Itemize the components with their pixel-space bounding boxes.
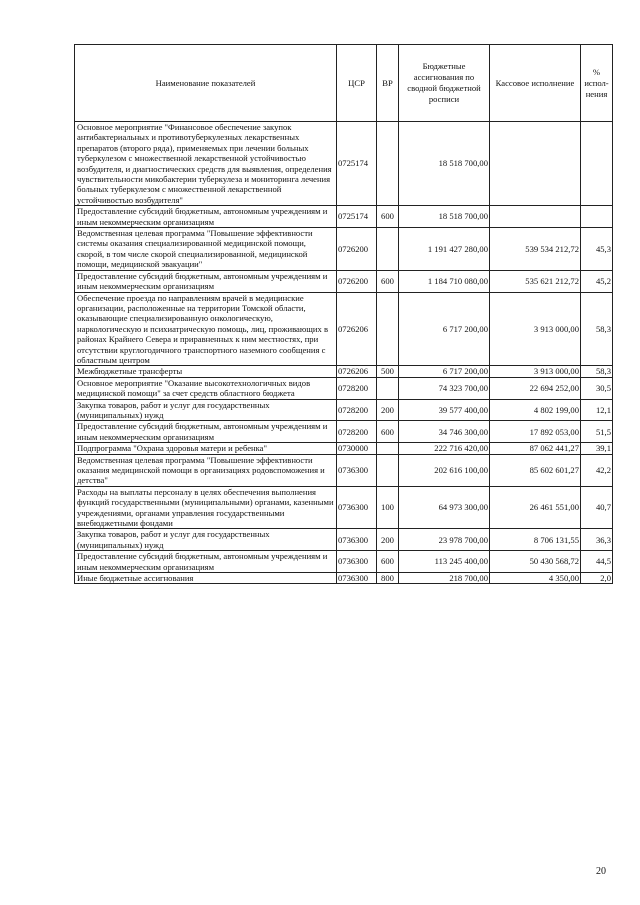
row-csr-cell: 0726200 [337, 270, 377, 292]
row-budget-cell: 18 518 700,00 [399, 122, 490, 206]
row-budget-cell: 202 616 100,00 [399, 454, 490, 486]
row-vr-cell: 500 [377, 366, 399, 377]
row-cash-cell: 539 534 212,72 [490, 228, 581, 271]
row-pct-cell: 51,5 [581, 421, 613, 443]
row-vr-cell: 600 [377, 551, 399, 573]
row-name-cell: Закупка товаров, работ и услуг для государственных (муниципальных) нужд [75, 399, 337, 421]
row-pct-cell [581, 206, 613, 228]
row-name-cell: Межбюджетные трансферты [75, 366, 337, 377]
row-name-cell: Иные бюджетные ассигнования [75, 573, 337, 584]
header-budget: Бюджетные ассигнования по сводной бюджетной росписи [399, 45, 490, 122]
row-pct-cell: 58,3 [581, 292, 613, 366]
row-budget-cell: 74 323 700,00 [399, 377, 490, 399]
row-cash-cell: 87 062 441,27 [490, 443, 581, 454]
row-cash-cell: 8 706 131,55 [490, 529, 581, 551]
row-vr-cell: 800 [377, 573, 399, 584]
row-pct-cell: 39,1 [581, 443, 613, 454]
row-pct-cell: 58,3 [581, 366, 613, 377]
row-pct-cell: 45,3 [581, 228, 613, 271]
row-budget-cell: 1 184 710 080,00 [399, 270, 490, 292]
row-name-cell: Предоставление субсидий бюджетным, автономным учреждениям и иным некоммерческим организациям [75, 270, 337, 292]
table-row [75, 292, 613, 366]
row-vr-cell [377, 454, 399, 486]
row-vr-cell: 100 [377, 486, 399, 529]
row-csr-cell: 0728200 [337, 399, 377, 421]
row-pct-cell [581, 122, 613, 206]
header-pct: % испол-нения [581, 45, 613, 122]
row-budget-cell: 18 518 700,00 [399, 206, 490, 228]
row-cash-cell: 3 913 000,00 [490, 366, 581, 377]
row-name-cell: Ведомственная целевая программа "Повышение эффективности оказания медицинской помощи в организациях родовспоможения и детства" [75, 454, 337, 486]
table-row [75, 573, 613, 584]
row-vr-cell: 200 [377, 399, 399, 421]
row-name-cell: Предоставление субсидий бюджетным, автономным учреждениям и иным некоммерческим организациям [75, 206, 337, 228]
row-csr-cell: 0736300 [337, 454, 377, 486]
row-csr-cell: 0736300 [337, 551, 377, 573]
header-row [75, 45, 613, 122]
row-cash-cell: 4 802 199,00 [490, 399, 581, 421]
row-name-cell: Предоставление субсидий бюджетным, автономным учреждениям и иным некоммерческим организациям [75, 421, 337, 443]
row-csr-cell: 0726206 [337, 366, 377, 377]
row-budget-cell: 113 245 400,00 [399, 551, 490, 573]
row-name-cell: Основное мероприятие "Оказание высокотехнологичных видов медицинской помощи" за счет средств областного бюджета [75, 377, 337, 399]
table-row [75, 399, 613, 421]
row-name-cell: Предоставление субсидий бюджетным, автономным учреждениям и иным некоммерческим организациям [75, 551, 337, 573]
row-cash-cell: 4 350,00 [490, 573, 581, 584]
row-cash-cell: 85 602 601,27 [490, 454, 581, 486]
row-budget-cell: 6 717 200,00 [399, 366, 490, 377]
row-csr-cell: 0725174 [337, 206, 377, 228]
row-cash-cell [490, 122, 581, 206]
row-budget-cell: 222 716 420,00 [399, 443, 490, 454]
table-row [75, 443, 613, 454]
row-csr-cell: 0736300 [337, 573, 377, 584]
table-row [75, 421, 613, 443]
row-budget-cell: 34 746 300,00 [399, 421, 490, 443]
table-row [75, 377, 613, 399]
table-row [75, 366, 613, 377]
row-vr-cell [377, 228, 399, 271]
row-budget-cell: 1 191 427 280,00 [399, 228, 490, 271]
row-cash-cell: 50 430 568,72 [490, 551, 581, 573]
row-name-cell: Закупка товаров, работ и услуг для государственных (муниципальных) нужд [75, 529, 337, 551]
row-pct-cell: 2,0 [581, 573, 613, 584]
row-pct-cell: 44,5 [581, 551, 613, 573]
row-budget-cell: 39 577 400,00 [399, 399, 490, 421]
table-row [75, 270, 613, 292]
table-row [75, 122, 613, 206]
row-pct-cell: 30,5 [581, 377, 613, 399]
row-csr-cell: 0726200 [337, 228, 377, 271]
row-budget-cell: 64 973 300,00 [399, 486, 490, 529]
header-cash: Кассовое исполнение [490, 45, 581, 122]
row-vr-cell: 600 [377, 206, 399, 228]
row-cash-cell: 17 892 053,00 [490, 421, 581, 443]
row-budget-cell: 218 700,00 [399, 573, 490, 584]
row-vr-cell: 600 [377, 421, 399, 443]
row-csr-cell: 0736300 [337, 486, 377, 529]
row-vr-cell [377, 377, 399, 399]
row-name-cell: Обеспечение проезда по направлениям врачей в медицинские организации, расположенные на территории Томской области, оказывающие специализированную онкологическую, наркологическую и психиатрическую помощь, лиц, проживающих в районах Крайнего Севера и приравненных к ним местностях, при отсутствии круглогодичного транспортного наземного сообщения с областным центром [75, 292, 337, 366]
table-row [75, 454, 613, 486]
row-budget-cell: 6 717 200,00 [399, 292, 490, 366]
page-number: 20 [596, 866, 606, 877]
table-row [75, 228, 613, 271]
row-vr-cell [377, 122, 399, 206]
row-cash-cell: 26 461 551,00 [490, 486, 581, 529]
row-vr-cell: 200 [377, 529, 399, 551]
row-csr-cell: 0730000 [337, 443, 377, 454]
row-vr-cell [377, 292, 399, 366]
row-csr-cell: 0726206 [337, 292, 377, 366]
table-row [75, 551, 613, 573]
budget-execution-sheet [74, 44, 613, 584]
row-pct-cell: 12,1 [581, 399, 613, 421]
header-vr: ВР [377, 45, 399, 122]
row-budget-cell: 23 978 700,00 [399, 529, 490, 551]
budget-table [74, 44, 613, 584]
row-name-cell: Основное мероприятие "Финансовое обеспечение закупок антибактериальных и противотуберкулезных лекарственных препаратов (второго ряда), применяемых при лечении больных туберкулезом с множественной лекарственной устойчивостью возбудителя, и диагностических средств для выявления, определения чувствительности микобактерии туберкулеза и мониторинга лечения больных туберкулезом с множественной лекарственной устойчивостью возбудителя" [75, 122, 337, 206]
row-cash-cell: 535 621 212,72 [490, 270, 581, 292]
header-name: Наименование показателей [75, 45, 337, 122]
table-row [75, 206, 613, 228]
row-csr-cell: 0725174 [337, 122, 377, 206]
row-pct-cell: 42,2 [581, 454, 613, 486]
row-name-cell: Ведомственная целевая программа "Повышение эффективности системы оказания специализированной медицинской помощи, скорой, в том числе скорой специализированной, медицинской помощи, медицинской эвакуации" [75, 228, 337, 271]
row-name-cell: Подпрограмма "Охрана здоровья матери и ребенка" [75, 443, 337, 454]
row-csr-cell: 0728200 [337, 377, 377, 399]
table-row [75, 529, 613, 551]
row-vr-cell [377, 443, 399, 454]
row-cash-cell [490, 206, 581, 228]
row-csr-cell: 0736300 [337, 529, 377, 551]
row-cash-cell: 3 913 000,00 [490, 292, 581, 366]
row-name-cell: Расходы на выплаты персоналу в целях обеспечения выполнения функций государственными (муниципальными) органами, казенными учреждениями, органами управления государственными внебюджетными фондами [75, 486, 337, 529]
row-pct-cell: 36,3 [581, 529, 613, 551]
row-vr-cell: 600 [377, 270, 399, 292]
table-row [75, 486, 613, 529]
row-pct-cell: 45,2 [581, 270, 613, 292]
row-cash-cell: 22 694 252,00 [490, 377, 581, 399]
row-csr-cell: 0728200 [337, 421, 377, 443]
header-csr: ЦСР [337, 45, 377, 122]
row-pct-cell: 40,7 [581, 486, 613, 529]
